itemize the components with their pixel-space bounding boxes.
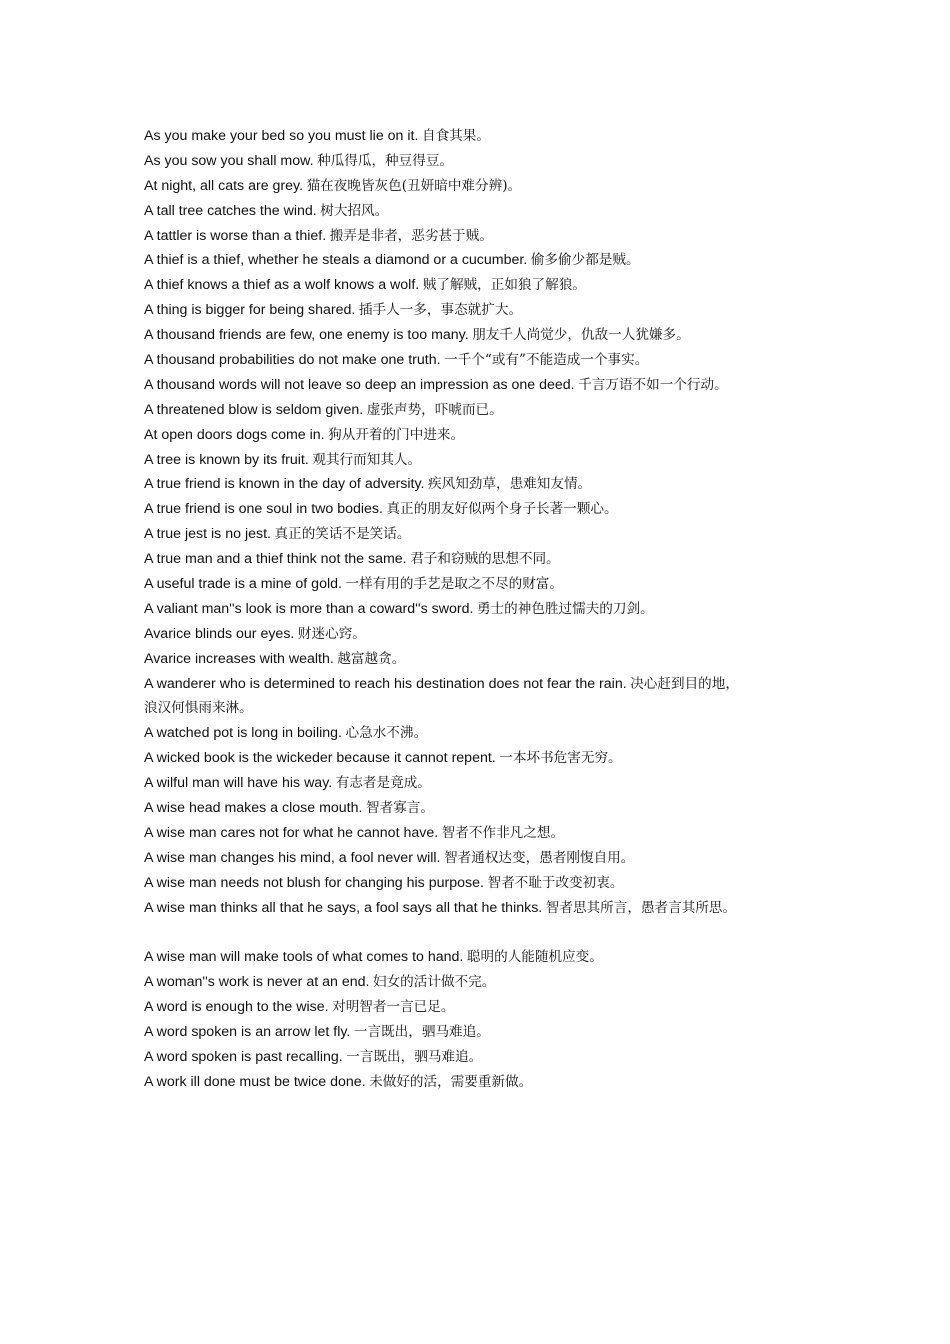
proverb-english-text: A true friend is one soul in two bodies.: [144, 501, 383, 518]
proverb-line: [144, 298, 834, 323]
proverb-chinese-text: 真正的笑话不是笑话。: [274, 526, 411, 543]
proverb-chinese-text: 有志者是竟成。: [335, 775, 431, 792]
proverb-chinese-text: 狗从开着的门中进来。: [328, 426, 465, 443]
proverb-english-text: A wanderer who is determined to reach his destination does not fear the rain.: [144, 675, 627, 692]
proverb-line: [144, 970, 834, 995]
proverb-line: [144, 398, 834, 423]
proverb-chinese-text: 种瓜得瓜，种豆得豆。: [317, 152, 454, 169]
proverb-english-text: A thing is bigger for being shared.: [144, 302, 356, 319]
proverb-english-text: A valiant man''s look is more than a coward''s sword.: [144, 600, 474, 617]
proverb-chinese-text: 搬弄是非者，恶劣甚于贼。: [329, 227, 493, 244]
proverb-line: [144, 547, 834, 572]
proverb-line: [144, 1020, 834, 1045]
proverb-english-text: At night, all cats are grey.: [144, 177, 304, 194]
proverb-english-text: A work ill done must be twice done.: [144, 1073, 366, 1090]
proverb-english-text: A word is enough to the wise.: [144, 999, 329, 1016]
proverb-english-text: A thousand words will not leave so deep an impression as one deed.: [144, 376, 575, 393]
proverb-chinese-text: 财迷心窍。: [297, 625, 366, 642]
proverb-english-text: A true jest is no jest.: [144, 526, 271, 543]
proverb-english-text: A thousand friends are few, one enemy is too many.: [144, 327, 469, 344]
proverb-line: [144, 522, 834, 547]
proverb-line: [144, 746, 834, 771]
proverb-line: [144, 672, 834, 697]
proverb-line: [144, 796, 834, 821]
proverb-line: [144, 945, 834, 970]
proverb-english-text: A wise man cares not for what he cannot have.: [144, 824, 439, 841]
proverb-line: [144, 1070, 834, 1095]
proverb-chinese-text: 勇士的神色胜过懦夫的刀剑。: [476, 600, 654, 617]
proverb-english-text: As you make your bed so you must lie on it.: [144, 128, 419, 144]
proverb-english-text: A threatened blow is seldom given.: [144, 401, 364, 418]
proverb-english-text: A word spoken is past recalling.: [144, 1048, 343, 1065]
proverb-english-text: A wise man thinks all that he says, a fool says all that he thinks.: [144, 899, 543, 916]
proverb-chinese-text: 一言既出，驷马难追。: [346, 1048, 483, 1065]
proverb-line: [144, 771, 834, 796]
proverb-line: [144, 124, 834, 149]
proverb-english-text: A thief is a thief, whether he steals a diamond or a cucumber.: [144, 252, 528, 269]
proverb-line: [144, 647, 834, 672]
proverb-line: [144, 448, 834, 473]
proverb-english-text: A true friend is known in the day of adversity.: [144, 476, 425, 493]
proverb-chinese-text: 智者寡言。: [366, 800, 434, 817]
proverb-line: [144, 174, 834, 199]
proverb-line: [144, 846, 834, 871]
proverb-english-text: A thief knows a thief as a wolf knows a wolf.: [144, 277, 420, 294]
proverb-chinese-text: 观其行而知其人。: [312, 451, 422, 468]
proverb-english-text: A tattler is worse than a thief.: [144, 227, 327, 244]
proverb-list: [144, 124, 834, 1095]
proverb-chinese-text: 智者不作非凡之想。: [441, 824, 565, 841]
proverb-line: [144, 572, 834, 597]
proverb-chinese-text: 自食其果。: [421, 128, 490, 144]
proverb-english-text: A tree is known by its fruit.: [144, 451, 309, 468]
proverb-chinese-text: 心急水不沸。: [345, 725, 428, 742]
proverb-chinese-text: 越富越贪。: [337, 650, 406, 667]
proverb-line: [144, 224, 834, 249]
proverb-line: [144, 995, 834, 1020]
proverb-line: [144, 423, 834, 448]
blank-line: [144, 921, 834, 946]
proverb-line: [144, 1045, 834, 1070]
proverb-chinese-text: 智者不耻于改变初衷。: [487, 874, 624, 891]
proverb-chinese-text: 虚张声势，吓唬而已。: [366, 401, 503, 418]
proverb-chinese-text: 猫在夜晚皆灰色(丑妍暗中难分辨)。: [306, 177, 522, 194]
proverb-english-text: A wicked book is the wickeder because it cannot repent.: [144, 750, 496, 767]
proverb-line: [144, 323, 834, 348]
proverb-line: [144, 622, 834, 647]
proverb-chinese-text: 一千个“或有”不能造成一个事实。: [444, 352, 649, 369]
proverb-english-text: A wise man will make tools of what comes to hand.: [144, 949, 464, 966]
proverb-english-text: A wise man changes his mind, a fool never will.: [144, 849, 441, 866]
proverb-line: [144, 696, 834, 721]
proverb-english-text: A true man and a thief think not the same.: [144, 551, 407, 568]
proverb-line: [144, 896, 834, 921]
proverb-english-text: A wise head makes a close mouth.: [144, 800, 363, 817]
proverb-english-text: As you sow you shall mow.: [144, 152, 314, 169]
proverb-english-text: A tall tree catches the wind.: [144, 202, 317, 219]
proverb-chinese-text: 君子和窃贼的思想不同。: [410, 551, 560, 568]
proverb-chinese-text: 偷多偷少都是贼。: [530, 252, 640, 269]
proverb-line: [144, 373, 834, 398]
proverb-chinese-text: 朋友千人尚觉少，仇敌一人犹嫌多。: [472, 327, 690, 344]
proverb-line: [144, 273, 834, 298]
proverb-english-text: Avarice blinds our eyes.: [144, 625, 295, 642]
proverb-line: [144, 348, 834, 373]
proverb-chinese-text: 聪明的人能随机应变。: [466, 949, 603, 966]
proverb-chinese-text: 贼了解贼，正如狼了解狼。: [422, 277, 586, 294]
proverb-chinese-text: 一样有用的手艺是取之不尽的财富。: [345, 576, 563, 593]
proverb-chinese-text: 未做好的活，需要重新做。: [369, 1073, 533, 1090]
proverb-line: [144, 497, 834, 522]
proverb-line: [144, 248, 834, 273]
proverb-line: [144, 597, 834, 622]
proverb-english-text: A wise man needs not blush for changing his purpose.: [144, 874, 484, 891]
proverb-english-text: A word spoken is an arrow let fly.: [144, 1024, 351, 1041]
proverb-chinese-text: 对明智者一言已足。: [332, 999, 455, 1016]
proverb-chinese-text: 真正的朋友好似两个身子长著一颗心。: [386, 501, 618, 518]
proverb-english-text: A useful trade is a mine of gold.: [144, 576, 342, 593]
proverb-line: [144, 721, 834, 746]
proverb-english-text: At open doors dogs come in.: [144, 426, 325, 443]
proverb-chinese-text: 千言万语不如一个行动。: [578, 376, 728, 393]
proverb-line: [144, 199, 834, 224]
proverb-line: [144, 821, 834, 846]
proverb-chinese-text: 浪汉何惧雨来淋。: [144, 700, 253, 717]
proverb-chinese-text: 智者思其所言，愚者言其所思。: [545, 899, 737, 916]
proverb-line: [144, 871, 834, 896]
proverb-chinese-text: 树大招风。: [320, 202, 389, 219]
proverb-english-text: A woman''s work is never at an end.: [144, 974, 370, 991]
proverb-line: [144, 149, 834, 174]
proverb-english-text: A wilful man will have his way.: [144, 775, 333, 792]
proverb-english-text: A thousand probabilities do not make one truth.: [144, 352, 441, 369]
proverb-chinese-text: 疾风知劲草，患难知友情。: [428, 476, 592, 493]
proverb-english-text: Avarice increases with wealth.: [144, 650, 334, 667]
proverb-chinese-text: 智者通权达变，愚者刚愎自用。: [444, 849, 635, 866]
proverb-line: [144, 472, 834, 497]
proverb-chinese-text: 一言既出，驷马难追。: [353, 1024, 490, 1041]
proverb-chinese-text: 一本坏书危害无穷。: [499, 750, 622, 767]
proverb-chinese-text: 决心赶到目的地，: [630, 675, 739, 692]
proverb-english-text: A watched pot is long in boiling.: [144, 725, 342, 742]
proverb-chinese-text: 妇女的活计做不完。: [372, 974, 496, 991]
proverb-chinese-text: 插手人一多，事态就扩大。: [358, 302, 523, 319]
